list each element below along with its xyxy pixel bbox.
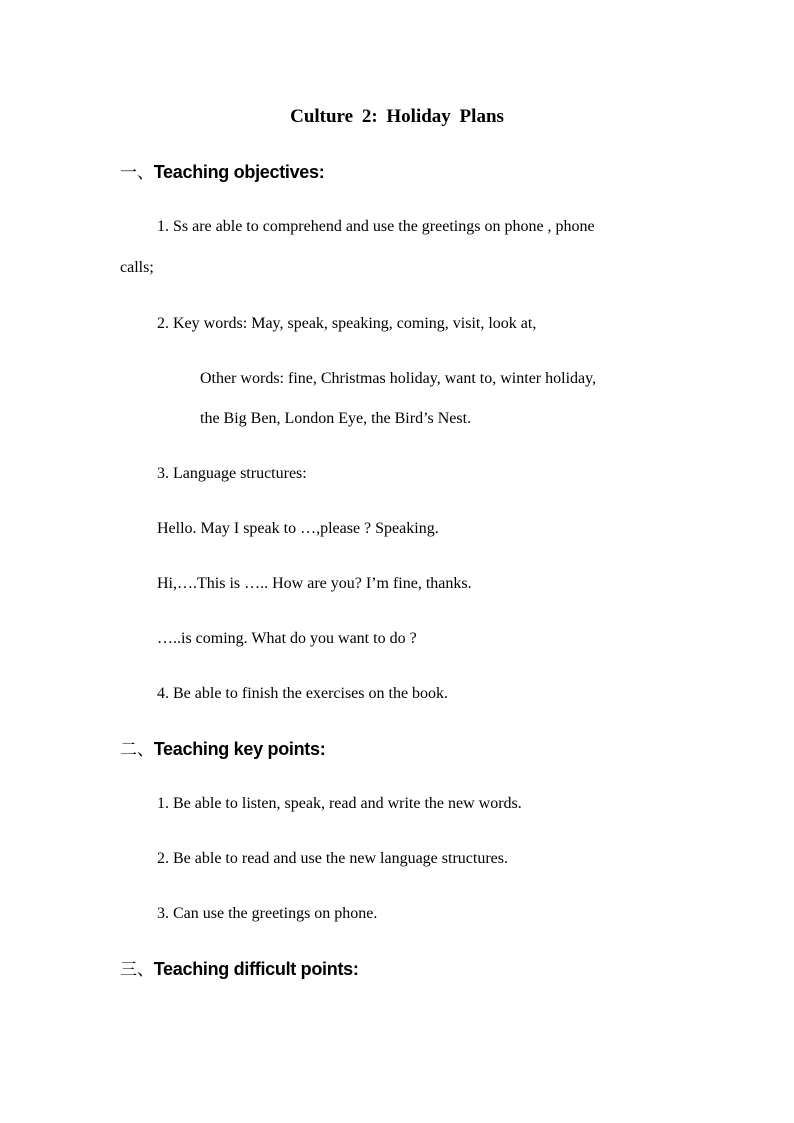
objective-line: 2. Key words: May, speak, speaking, coming, visit, look at, <box>157 315 537 332</box>
document-title: Culture 2: Holiday Plans <box>290 106 504 127</box>
section-separator: 、 <box>137 740 154 760</box>
key-point-line: 3. Can use the greetings on phone. <box>157 905 378 922</box>
objective-line: …..is coming. What do you want to do ? <box>157 630 417 647</box>
section-heading-text: Teaching key points: <box>153 739 326 759</box>
section-separator: 、 <box>137 163 154 183</box>
section-heading-key-points <box>120 738 325 761</box>
section-number: 二 <box>120 740 137 760</box>
objective-line: the Big Ben, London Eye, the Bird’s Nest. <box>200 410 472 427</box>
objective-line: Hello. May I speak to …,please ? Speaking. <box>157 520 439 537</box>
objective-line: calls; <box>120 259 154 276</box>
section-number: 三 <box>120 960 137 980</box>
objective-line: Other words: fine, Christmas holiday, want to, winter holiday, <box>200 370 597 387</box>
objective-line: 3. Language structures: <box>157 465 307 482</box>
section-heading-difficult-points <box>120 958 359 981</box>
section-heading-text: Teaching objectives: <box>153 162 325 182</box>
objective-line: 1. Ss are able to comprehend and use the greetings on phone , phone <box>157 218 595 235</box>
section-number: 一 <box>120 163 137 183</box>
key-point-line: 2. Be able to read and use the new language structures. <box>157 850 508 867</box>
objective-line: 4. Be able to finish the exercises on the book. <box>157 685 449 702</box>
section-heading-objectives <box>120 161 324 184</box>
objective-line: Hi,….This is ….. How are you? I’m fine, thanks. <box>157 575 472 592</box>
section-separator: 、 <box>137 960 154 980</box>
section-heading-text: Teaching difficult points: <box>153 959 359 979</box>
key-point-line: 1. Be able to listen, speak, read and write the new words. <box>157 795 522 812</box>
